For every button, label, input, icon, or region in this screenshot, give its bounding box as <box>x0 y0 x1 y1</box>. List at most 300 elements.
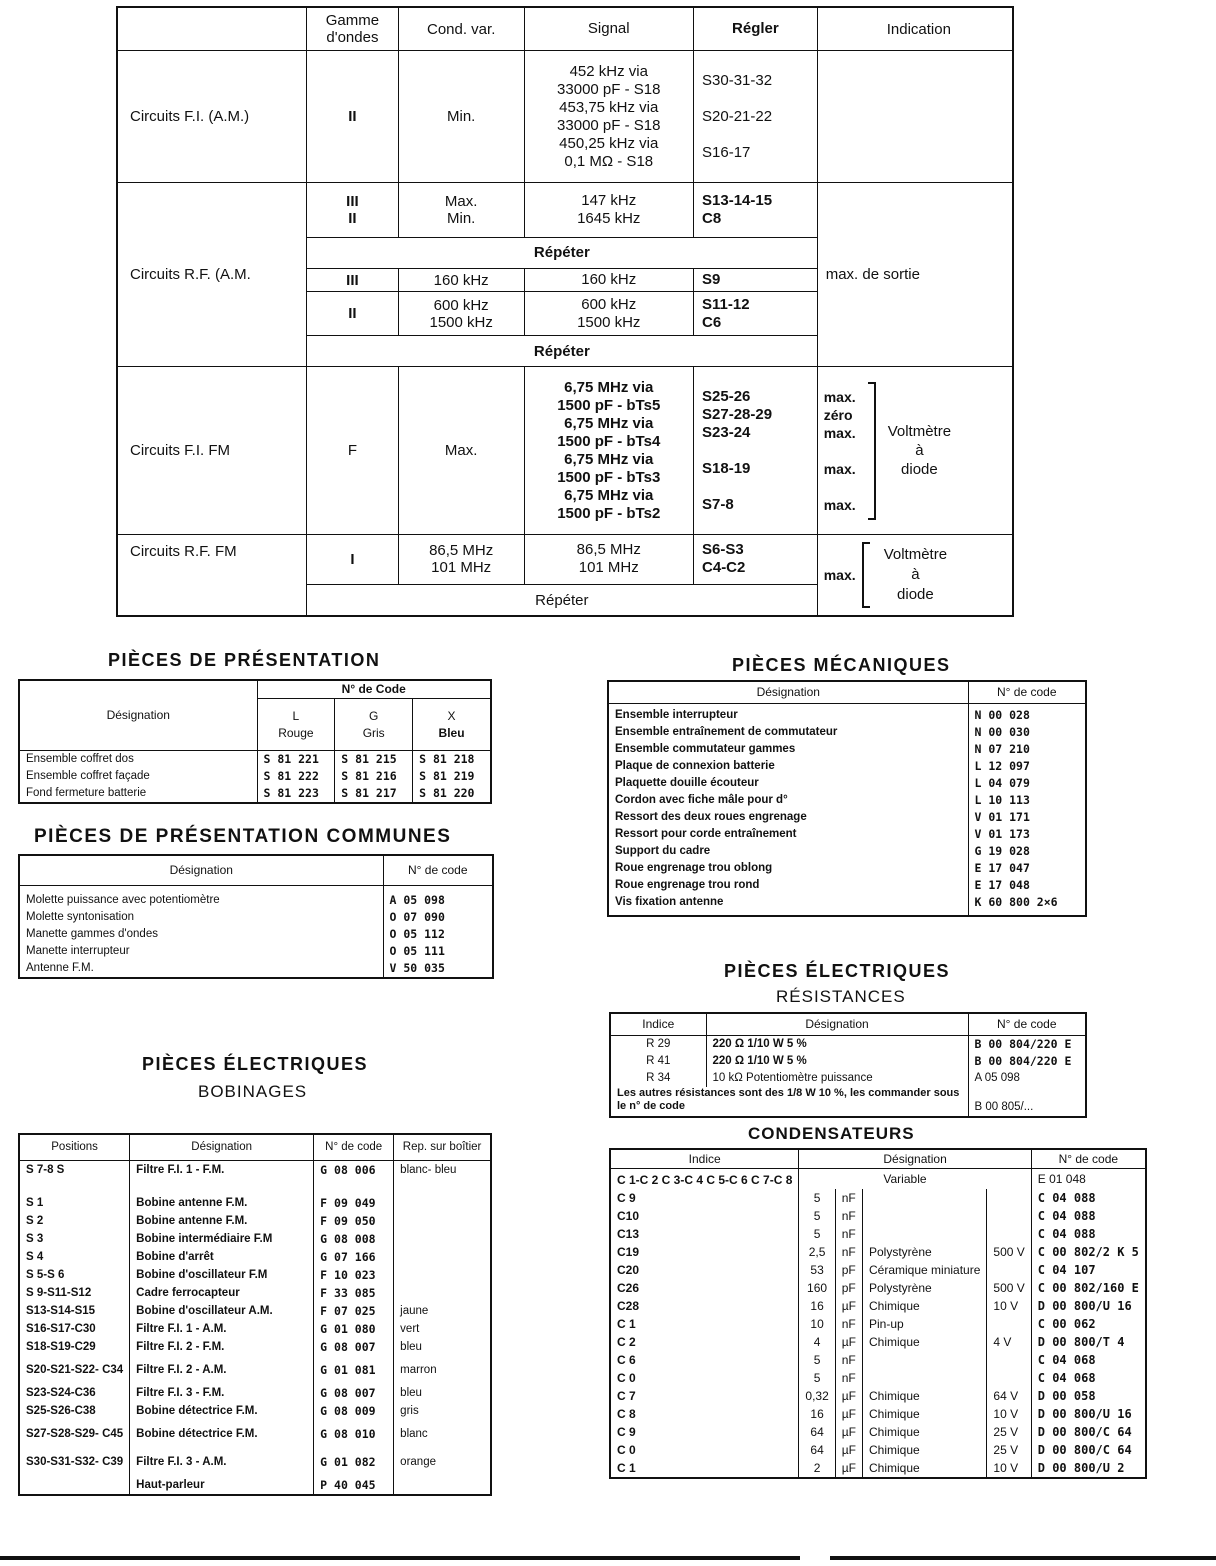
bobinage-rep: vert <box>394 1320 491 1338</box>
bobinage-code: F 09 049 <box>314 1194 394 1212</box>
bobinage-code: G 08 010 <box>314 1420 394 1448</box>
communes-name: Molette syntonisation <box>19 909 383 926</box>
if-fm-ind-device: Voltmètre à diode <box>887 423 952 479</box>
condensateur-value: 5 <box>799 1189 835 1207</box>
condensateur-unit: nF <box>835 1315 862 1333</box>
table-row <box>19 1284 491 1302</box>
table-row <box>610 1333 1146 1351</box>
bobinage-designation: Bobine détectrice F.M. <box>130 1402 314 1420</box>
condensateur-voltage: 64 V <box>987 1387 1031 1405</box>
table-row <box>610 1441 1146 1459</box>
table-row <box>608 724 1086 741</box>
table-row <box>610 1459 1146 1478</box>
presentation-code-l: S 81 221 <box>257 751 335 769</box>
bobinage-position: S27-S28-S29- C45 <box>19 1420 130 1448</box>
table-row <box>608 792 1086 809</box>
mecaniques-name: Ressort des deux roues engrenage <box>608 809 968 826</box>
alignment-row-rf-am-1 <box>117 183 1013 237</box>
bobinage-position: S 5-S 6 <box>19 1266 130 1284</box>
bobinage-rep: bleu <box>394 1338 491 1356</box>
bobinage-designation: Filtre F.I. 1 - A.M. <box>130 1320 314 1338</box>
bobinage-designation: Filtre F.I. 2 - F.M. <box>130 1338 314 1356</box>
condensateur-type: Céramique miniature <box>863 1261 987 1279</box>
condensateur-ref: C10 <box>610 1207 799 1225</box>
table-row <box>610 1423 1146 1441</box>
table-row <box>19 960 493 978</box>
condensateur-type: Chimique <box>863 1405 987 1423</box>
condensateur-ref: C 2 <box>610 1333 799 1351</box>
condensateur-voltage: 10 V <box>987 1459 1031 1478</box>
table-row <box>610 1387 1146 1405</box>
bobinage-designation: Filtre F.I. 3 - F.M. <box>130 1384 314 1402</box>
bobinage-rep: jaune <box>394 1302 491 1320</box>
condensateur-ref: C13 <box>610 1225 799 1243</box>
resistance-desc: 10 kΩ Potentiomètre puissance <box>706 1070 968 1087</box>
condensateur-code: C 00 802/160 E <box>1031 1279 1146 1297</box>
table-row <box>608 741 1086 758</box>
presentation-name: Fond fermeture batterie <box>19 785 257 803</box>
condensateur-value: 2 <box>799 1459 835 1478</box>
condensateur-code: D 00 800/T 4 <box>1031 1333 1146 1351</box>
if-fm-band: F <box>307 367 399 534</box>
table-row <box>610 1315 1146 1333</box>
bracket-icon <box>868 382 876 520</box>
presentation-col-l-sub: Rouge <box>278 725 314 740</box>
table-row <box>19 1420 491 1448</box>
condensateur-unit: pF <box>835 1261 862 1279</box>
if-fm-step: Circuits F.I. FM <box>117 367 307 534</box>
condensateur-ref: C 7 <box>610 1387 799 1405</box>
bobinage-designation: Bobine intermédiaire F.M <box>130 1230 314 1248</box>
resistances-title: RÉSISTANCES <box>776 987 906 1006</box>
table-row <box>610 1053 1086 1070</box>
condensateur-type: Chimique <box>863 1297 987 1315</box>
table-row <box>610 1405 1146 1423</box>
table-row <box>608 860 1086 877</box>
presentation-col-x <box>413 699 491 751</box>
rf-am-signal-1: 147 kHz 1645 kHz <box>524 183 694 237</box>
condensateur-ref: C 1 <box>610 1315 799 1333</box>
condensateur-type: Chimique <box>863 1441 987 1459</box>
table-row <box>19 785 491 803</box>
bobinage-code: G 07 166 <box>314 1248 394 1266</box>
presentation-designation-header: Désignation <box>19 680 257 751</box>
bobinage-designation: Bobine d'arrêt <box>130 1248 314 1266</box>
table-row <box>19 1230 491 1248</box>
condensateur-value: 5 <box>799 1351 835 1369</box>
mecaniques-designation-header: Désignation <box>608 681 968 703</box>
condensateur-unit: nF <box>835 1207 862 1225</box>
presentation-col-l <box>257 699 335 751</box>
condensateurs-code-header: N° de code <box>1031 1149 1146 1169</box>
communes-code: O 05 112 <box>383 926 493 943</box>
table-row <box>608 877 1086 894</box>
condensateur-voltage <box>987 1369 1031 1387</box>
presentation-col-g <box>335 699 413 751</box>
rf-am-adjust-3: S11-12 C6 <box>694 292 818 336</box>
rf-am-band-3: II <box>307 292 399 336</box>
communes-table <box>18 854 494 979</box>
condensateur-type <box>863 1189 987 1207</box>
bobinage-rep: marron <box>394 1356 491 1384</box>
condensateur-value: 5 <box>799 1225 835 1243</box>
condensateur-value: 0,32 <box>799 1387 835 1405</box>
rf-fm-cond: 86,5 MHz 101 MHz <box>398 534 524 584</box>
mecaniques-code: L 10 113 <box>968 792 1086 809</box>
bobinage-position: S16-S17-C30 <box>19 1320 130 1338</box>
condensateur-code: D 00 800/U 16 <box>1031 1297 1146 1315</box>
table-row <box>19 1194 491 1212</box>
if-am-signal: 452 kHz via 33000 pF - S18 453,75 kHz via 33000 pF - S18 450,25 kHz via 0,1 MΩ - S18 <box>524 51 694 183</box>
condensateur-value: 53 <box>799 1261 835 1279</box>
bobinages-title: PIÈCES ÉLECTRIQUES <box>142 1054 369 1074</box>
condensateur-unit: µF <box>835 1423 862 1441</box>
resistance-desc: 220 Ω 1/10 W 5 % <box>706 1053 968 1070</box>
table-row <box>19 943 493 960</box>
rf-am-adjust-2: S9 <box>694 269 818 292</box>
condensateur-value: 2,5 <box>799 1243 835 1261</box>
bobinages-designation-header: Désignation <box>130 1134 314 1160</box>
condensateur-variable-code: E 01 048 <box>1031 1169 1146 1190</box>
condensateur-unit: nF <box>835 1189 862 1207</box>
condensateur-voltage <box>987 1351 1031 1369</box>
condensateur-value: 64 <box>799 1441 835 1459</box>
condensateur-voltage <box>987 1315 1031 1333</box>
condensateur-unit: µF <box>835 1459 862 1478</box>
condensateur-voltage <box>987 1225 1031 1243</box>
rf-fm-repeat: Répéter <box>307 585 818 616</box>
bobinage-position: S 2 <box>19 1212 130 1230</box>
mecaniques-name: Vis fixation antenne <box>608 894 968 916</box>
condensateur-voltage: 10 V <box>987 1297 1031 1315</box>
bobinage-position: S 3 <box>19 1230 130 1248</box>
presentation-code-x: S 81 219 <box>413 768 491 785</box>
table-row <box>610 1189 1146 1207</box>
condensateur-value: 10 <box>799 1315 835 1333</box>
rf-am-band-1: III II <box>307 183 399 237</box>
presentation-table <box>18 679 492 804</box>
condensateur-code: D 00 800/C 64 <box>1031 1441 1146 1459</box>
table-row <box>19 1320 491 1338</box>
communes-name: Manette interrupteur <box>19 943 383 960</box>
condensateur-variable-desc: Variable <box>799 1169 1031 1190</box>
bobinage-position: S13-S14-S15 <box>19 1302 130 1320</box>
table-row <box>610 1207 1146 1225</box>
resistance-code: B 00 804/220 E <box>968 1035 1086 1053</box>
communes-name: Manette gammes d'ondes <box>19 926 383 943</box>
condensateur-type <box>863 1225 987 1243</box>
communes-code: V 50 035 <box>383 960 493 978</box>
bobinage-code: F 10 023 <box>314 1266 394 1284</box>
condensateur-unit: µF <box>835 1297 862 1315</box>
condensateur-voltage: 4 V <box>987 1333 1031 1351</box>
bobinage-designation: Bobine d'oscillateur F.M <box>130 1266 314 1284</box>
condensateur-type <box>863 1351 987 1369</box>
presentation-code-g: S 81 216 <box>335 768 413 785</box>
condensateur-code: C 00 062 <box>1031 1315 1146 1333</box>
bobinage-rep: orange <box>394 1448 491 1476</box>
bobinage-rep: blanc- bleu <box>394 1160 491 1194</box>
presentation-col-x-sub: Bleu <box>438 725 465 740</box>
communes-header-row <box>19 855 493 885</box>
mecaniques-code: L 12 097 <box>968 758 1086 775</box>
table-row <box>19 1356 491 1384</box>
communes-designation-header: Désignation <box>19 855 383 885</box>
communes-title: PIÈCES DE PRÉSENTATION COMMUNES <box>34 826 452 847</box>
mecaniques-code: K 60 800 2×6 <box>968 894 1086 916</box>
table-row <box>19 1302 491 1320</box>
rf-fm-adjust: S6-S3 C4-C2 <box>694 534 818 584</box>
rf-am-cond-1: Max. Min. <box>398 183 524 237</box>
alignment-header-band: Gamme d'ondes <box>307 7 399 51</box>
presentation-code-g: S 81 217 <box>335 785 413 803</box>
bobinage-position: S30-S31-S32- C39 <box>19 1448 130 1476</box>
resistances-designation-header: Désignation <box>706 1013 968 1035</box>
condensateur-type <box>863 1207 987 1225</box>
alignment-row-if-fm <box>117 367 1013 534</box>
table-row <box>19 1384 491 1402</box>
table-row <box>608 826 1086 843</box>
table-row <box>19 1402 491 1420</box>
presentation-code-l: S 81 223 <box>257 785 335 803</box>
table-row <box>19 1212 491 1230</box>
presentation-col-g-sub: Gris <box>362 725 385 740</box>
resistance-ref: R 41 <box>610 1053 706 1070</box>
resistances-note: Les autres résistances sont des 1/8 W 10 %, les commander sous le n° de code <box>610 1087 968 1117</box>
mecaniques-code: V 01 171 <box>968 809 1086 826</box>
table-row <box>19 1476 491 1495</box>
mecaniques-table <box>607 680 1087 917</box>
communes-code-header: N° de code <box>383 855 493 885</box>
bobinage-position: S25-S26-C38 <box>19 1402 130 1420</box>
mecaniques-code: E 17 048 <box>968 877 1086 894</box>
mecaniques-code: N 00 028 <box>968 703 1086 724</box>
mecaniques-name: Plaquette douille écouteur <box>608 775 968 792</box>
alignment-row-if-am <box>117 51 1013 183</box>
presentation-code-x: S 81 220 <box>413 785 491 803</box>
if-fm-signal: 6,75 MHz via 1500 pF - bTs5 6,75 MHz via 1500 pF - bTs4 6,75 MHz via 1500 pF - bTs3 6,75 MHz via 1500 pF - bTs2 <box>524 367 694 534</box>
table-row <box>610 1243 1146 1261</box>
condensateur-voltage: 500 V <box>987 1243 1031 1261</box>
condensateur-ref: C 9 <box>610 1189 799 1207</box>
alignment-header-adjust: Régler <box>694 7 818 51</box>
bobinage-designation: Filtre F.I. 1 - F.M. <box>130 1160 314 1194</box>
bobinage-code: G 08 006 <box>314 1160 394 1194</box>
condensateur-code: C 04 068 <box>1031 1369 1146 1387</box>
condensateur-type: Polystyrène <box>863 1279 987 1297</box>
table-row <box>19 885 493 909</box>
alignment-header-row <box>117 7 1013 51</box>
mecaniques-code: G 19 028 <box>968 843 1086 860</box>
condensateur-type: Chimique <box>863 1387 987 1405</box>
bobinage-code: F 33 085 <box>314 1284 394 1302</box>
condensateur-code: C 04 107 <box>1031 1261 1146 1279</box>
condensateur-voltage <box>987 1207 1031 1225</box>
alignment-header-cond: Cond. var. <box>398 7 524 51</box>
mecaniques-code: V 01 173 <box>968 826 1086 843</box>
resistance-ref: R 29 <box>610 1035 706 1053</box>
condensateur-code: D 00 058 <box>1031 1387 1146 1405</box>
presentation-name: Ensemble coffret façade <box>19 768 257 785</box>
condensateur-ref: C28 <box>610 1297 799 1315</box>
bobinage-position: S 4 <box>19 1248 130 1266</box>
mecaniques-code: N 00 030 <box>968 724 1086 741</box>
condensateur-value: 160 <box>799 1279 835 1297</box>
bobinage-designation: Bobine antenne F.M. <box>130 1194 314 1212</box>
condensateur-ref: C 9 <box>610 1423 799 1441</box>
table-row <box>610 1225 1146 1243</box>
if-am-cond: Min. <box>398 51 524 183</box>
table-row <box>19 768 491 785</box>
condensateur-code: D 00 800/C 64 <box>1031 1423 1146 1441</box>
condensateur-type: Chimique <box>863 1423 987 1441</box>
bracket-icon <box>862 542 870 608</box>
mecaniques-name: Ensemble entraînement de commutateur <box>608 724 968 741</box>
bobinages-positions-header: Positions <box>19 1134 130 1160</box>
bobinage-position: S 1 <box>19 1194 130 1212</box>
bobinages-table <box>18 1133 492 1496</box>
condensateurs-indice-header: Indice <box>610 1149 799 1169</box>
if-fm-adjust: S25-26 S27-28-29 S23-24 S18-19 S7-8 <box>694 367 818 534</box>
bobinage-rep <box>394 1248 491 1266</box>
table-row <box>610 1169 1146 1190</box>
mecaniques-name: Roue engrenage trou oblong <box>608 860 968 877</box>
rf-am-step: Circuits R.F. (A.M. <box>117 183 307 367</box>
condensateur-ref: C20 <box>610 1261 799 1279</box>
presentation-col-g-label: G <box>369 708 379 723</box>
if-fm-indication <box>817 367 1013 534</box>
resistances-note-code: B 00 805/... <box>968 1087 1086 1117</box>
table-row <box>608 809 1086 826</box>
bobinage-rep <box>394 1230 491 1248</box>
table-row <box>19 926 493 943</box>
presentation-code-x: S 81 218 <box>413 751 491 769</box>
condensateur-voltage <box>987 1261 1031 1279</box>
bobinage-designation: Haut-parleur <box>130 1476 314 1495</box>
mecaniques-name: Support du cadre <box>608 843 968 860</box>
rf-am-indication: max. de sortie <box>817 183 1013 367</box>
resistance-ref: R 34 <box>610 1070 706 1087</box>
mecaniques-name: Cordon avec fiche mâle pour d° <box>608 792 968 809</box>
condensateur-value: 16 <box>799 1405 835 1423</box>
rf-am-signal-2: 160 kHz <box>524 269 694 292</box>
condensateur-ref: C 8 <box>610 1405 799 1423</box>
bobinage-designation: Bobine antenne F.M. <box>130 1212 314 1230</box>
mecaniques-name: Ressort pour corde entraînement <box>608 826 968 843</box>
condensateur-type <box>863 1369 987 1387</box>
communes-name: Molette puissance avec potentiomètre <box>19 885 383 909</box>
table-row <box>610 1351 1146 1369</box>
condensateur-type: Chimique <box>863 1459 987 1478</box>
bobinage-code: G 08 007 <box>314 1384 394 1402</box>
condensateur-unit: nF <box>835 1369 862 1387</box>
electriques-title: PIÈCES ÉLECTRIQUES <box>724 961 951 981</box>
rf-am-band-2: III <box>307 269 399 292</box>
bobinage-designation: Filtre F.I. 3 - A.M. <box>130 1448 314 1476</box>
bobinage-code: G 08 008 <box>314 1230 394 1248</box>
condensateur-unit: µF <box>835 1441 862 1459</box>
bobinage-designation: Bobine d'oscillateur A.M. <box>130 1302 314 1320</box>
bobinages-rep-header: Rep. sur boîtier <box>394 1134 491 1160</box>
if-fm-ind-levels: max. zéro max. max. max. <box>823 388 856 513</box>
condensateur-voltage: 25 V <box>987 1423 1031 1441</box>
table-row <box>610 1070 1086 1087</box>
bobinage-code: G 08 009 <box>314 1402 394 1420</box>
bobinage-position: S20-S21-S22- C34 <box>19 1356 130 1384</box>
bobinage-code: G 01 082 <box>314 1448 394 1476</box>
table-row <box>610 1369 1146 1387</box>
table-row <box>608 843 1086 860</box>
condensateur-ref: C19 <box>610 1243 799 1261</box>
condensateurs-header-row <box>610 1149 1146 1169</box>
condensateur-ref: C 6 <box>610 1351 799 1369</box>
mecaniques-code: L 04 079 <box>968 775 1086 792</box>
mecaniques-code: N 07 210 <box>968 741 1086 758</box>
condensateur-value: 4 <box>799 1333 835 1351</box>
table-row <box>608 703 1086 724</box>
rf-am-cond-2: 160 kHz <box>398 269 524 292</box>
mecaniques-code: E 17 047 <box>968 860 1086 877</box>
table-row <box>610 1261 1146 1279</box>
rf-fm-step: Circuits R.F. FM <box>117 534 307 616</box>
rf-am-cond-3: 600 kHz 1500 kHz <box>398 292 524 336</box>
footer-rule <box>830 1556 1216 1560</box>
bobinage-rep <box>394 1476 491 1495</box>
condensateur-code: C 04 068 <box>1031 1351 1146 1369</box>
presentation-code-l: S 81 222 <box>257 768 335 785</box>
mecaniques-name: Roue engrenage trou rond <box>608 877 968 894</box>
bobinage-position: S18-S19-C29 <box>19 1338 130 1356</box>
condensateur-type: Chimique <box>863 1333 987 1351</box>
condensateur-value: 5 <box>799 1369 835 1387</box>
condensateur-code: D 00 800/U 2 <box>1031 1459 1146 1478</box>
table-row <box>610 1035 1086 1053</box>
condensateur-ref: C 0 <box>610 1369 799 1387</box>
bobinage-position: S23-S24-C36 <box>19 1384 130 1402</box>
condensateur-value: 64 <box>799 1423 835 1441</box>
mecaniques-name: Plaque de connexion batterie <box>608 758 968 775</box>
condensateur-unit: pF <box>835 1279 862 1297</box>
if-fm-cond: Max. <box>398 367 524 534</box>
bobinages-subtitle: BOBINAGES <box>198 1082 308 1101</box>
bobinage-rep <box>394 1284 491 1302</box>
alignment-row-rf-fm <box>117 534 1013 584</box>
condensateur-ref: C26 <box>610 1279 799 1297</box>
bobinage-code: F 07 025 <box>314 1302 394 1320</box>
condensateur-ref: C 0 <box>610 1441 799 1459</box>
if-am-step: Circuits F.I. (A.M.) <box>117 51 307 183</box>
presentation-name: Ensemble coffret dos <box>19 751 257 769</box>
alignment-table <box>116 6 1014 617</box>
communes-code: O 07 090 <box>383 909 493 926</box>
bobinage-position: S 7-8 S <box>19 1160 130 1194</box>
alignment-header-step <box>117 7 307 51</box>
condensateur-unit: nF <box>835 1243 862 1261</box>
bobinages-code-header: N° de code <box>314 1134 394 1160</box>
mecaniques-title: PIÈCES MÉCANIQUES <box>732 655 951 675</box>
table-row <box>610 1279 1146 1297</box>
condensateur-unit: nF <box>835 1351 862 1369</box>
condensateur-value: 16 <box>799 1297 835 1315</box>
condensateur-code: D 00 800/U 16 <box>1031 1405 1146 1423</box>
bobinage-code: P 40 045 <box>314 1476 394 1495</box>
mecaniques-name: Ensemble commutateur gammes <box>608 741 968 758</box>
bobinage-position: S 9-S11-S12 <box>19 1284 130 1302</box>
bobinage-rep: bleu <box>394 1384 491 1402</box>
condensateur-ref: C 1 <box>610 1459 799 1478</box>
resistance-code: B 00 804/220 E <box>968 1053 1086 1070</box>
bobinage-code: G 01 080 <box>314 1320 394 1338</box>
